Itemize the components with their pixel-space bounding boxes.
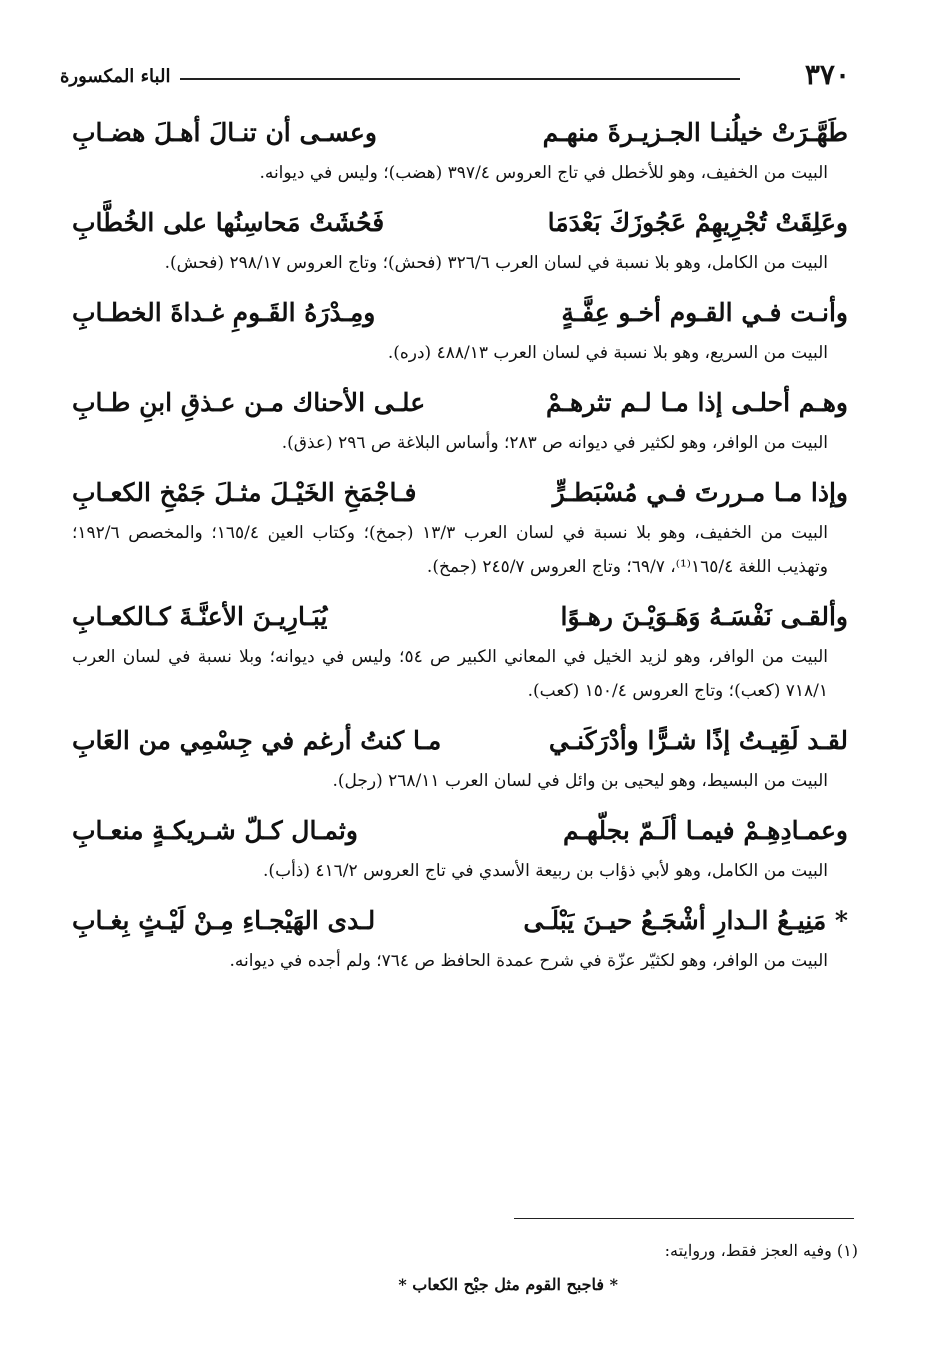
footnote-verse: * فاجبح القوم مثل جبْح الكعاب * [398,1275,618,1294]
second-hemistich: فَحُشَتْ مَحاسِنُها على الخُطَّابِ [72,208,385,237]
verse-entry [72,380,848,460]
header-rule [180,78,740,80]
verse-note: البيت من الخفيف، وهو للأخطل في تاج العروس ٣٩٧/٤ (هضب)؛ وليس في ديوانه. [259,163,828,183]
verse-note: البيت من الكامل، وهو بلا نسبة في لسان العرب ٣٢٦/٦ (فحش)؛ وتاج العروس ٢٩٨/١٧ (فحش). [164,253,828,273]
first-hemistich: * مَنِيـعُ الـدارِ أشْجَـعُ حيـنَ يَبْلَـى [523,906,848,935]
verse-entry [72,200,848,280]
verse-entries [72,110,848,988]
verse-note: البيت من الوافر، وهو لزيد الخيل في المعاني الكبير ص ٥٤؛ وليس في ديوانه؛ وبلا نسبة في لسان العرب ٧١٨/١ (كعب)؛ وتاج العروس ١٥٠/٤ (كعب). [72,647,828,701]
page-number: ٣٧٠ [804,58,850,91]
first-hemistich: وهـم أحلـى إذا مـا لـم تثرهـمْ [546,388,848,417]
first-hemistich: وعمـادِهِـمْ فيمـا ألَـمّ بجلّهـم [562,816,848,845]
verse-entry [72,594,848,708]
verse-line [72,718,848,764]
verse-note: البيت من الخفيف، وهو بلا نسبة في لسان العرب ١٣/٣ (جمخ)؛ وكتاب العين ١٦٥/٤؛ والمخصص ١٩٢/٦؛ وتهذيب اللغة ١٦٥/٤⁽¹⁾، ٦٩/٧؛ وتاج العروس ٢٤٥/٧ (جمخ). [72,523,828,577]
verse-line [72,290,848,336]
footnote-text: (١) وفيه العجز فقط، وروايته: [664,1241,858,1260]
first-hemistich: وإذا مـا مـررتَ فـي مُسْبَطـرٍّ [552,478,848,507]
second-hemistich: مـا كنتُ أرغم في جِسْمِي من العَابِ [72,726,442,755]
verse-line [72,110,848,156]
verse-line [72,200,848,246]
verse-line [72,470,848,516]
verse-line [72,808,848,854]
verse-entry [72,110,848,190]
verse-line [72,898,848,944]
page-header [60,58,850,94]
first-hemistich: وألقـى نَفْسَـهُ وَهَـوَيْـنَ رهـوًا [560,602,848,631]
verse-line [72,380,848,426]
verse-entry [72,470,848,584]
second-hemistich: علـى الأحناك مـن عـذقِ ابنِ طـابِ [72,388,426,417]
verse-note: البيت من الكامل، وهو لأبي ذؤاب بن ربيعة الأسدي في تاج العروس ٤١٦/٢ (ذأب). [263,861,828,881]
verse-entry [72,808,848,888]
running-title: الباء المكسورة [60,66,171,87]
second-hemistich: وثمـال كـلّ شـريكـةٍ منعـابِ [72,816,358,845]
first-hemistich: وأنـت فـي القـوم أخـو عِفَّـةٍ [561,298,848,327]
verse-note: البيت من الوافر، وهو لكثير في ديوانه ص ٢٨٣؛ وأساس البلاغة ص ٢٩٦ (عذق). [281,433,828,453]
second-hemistich: لـدى الهَيْجـاءِ مِـنْ لَيْـثٍ بِغـابِ [72,906,376,935]
verse-entry [72,898,848,978]
second-hemistich: ومِـدْرَهُ القَـومِ غـداةَ الخطـابِ [72,298,376,327]
verse-entry [72,290,848,370]
verse-note: البيت من السريع، وهو بلا نسبة في لسان العرب ٤٨٨/١٣ (دره). [387,343,828,363]
verse-line [72,594,848,640]
first-hemistich: طَهَّـرَتْ خيلُنـا الجـزيـرةَ منهـم [542,118,848,147]
second-hemistich: يُبَـارِيـنَ الأعنَّـةَ كـالكعـابِ [72,602,328,631]
second-hemistich: فـاجْمَخِ الخَيْـلَ مثـلَ جَمْخِ الكعـابِ [72,478,417,507]
footnote-rule [514,1218,854,1219]
first-hemistich: لقـد لَقِيـتُ إذًا شـرًّا وأدْرَكَنـي [548,726,848,755]
first-hemistich: وعَلِقَتْ تُجْرِيهِمْ عَجُوزَكَ بَعْدَمَا [547,208,848,237]
verse-note: البيت من الوافر، وهو لكثيّر عزّة في شرح عمدة الحافظ ص ٧٦٤؛ ولم أجده في ديوانه. [229,951,828,971]
verse-note: البيت من البسيط، وهو ليحيى بن وائل في لسان العرب ٢٦٨/١١ (رجل). [332,771,828,791]
verse-entry [72,718,848,798]
footnotes [98,1234,858,1302]
second-hemistich: وعسـى أن تنـالَ أهـلَ هضـابِ [72,118,377,147]
